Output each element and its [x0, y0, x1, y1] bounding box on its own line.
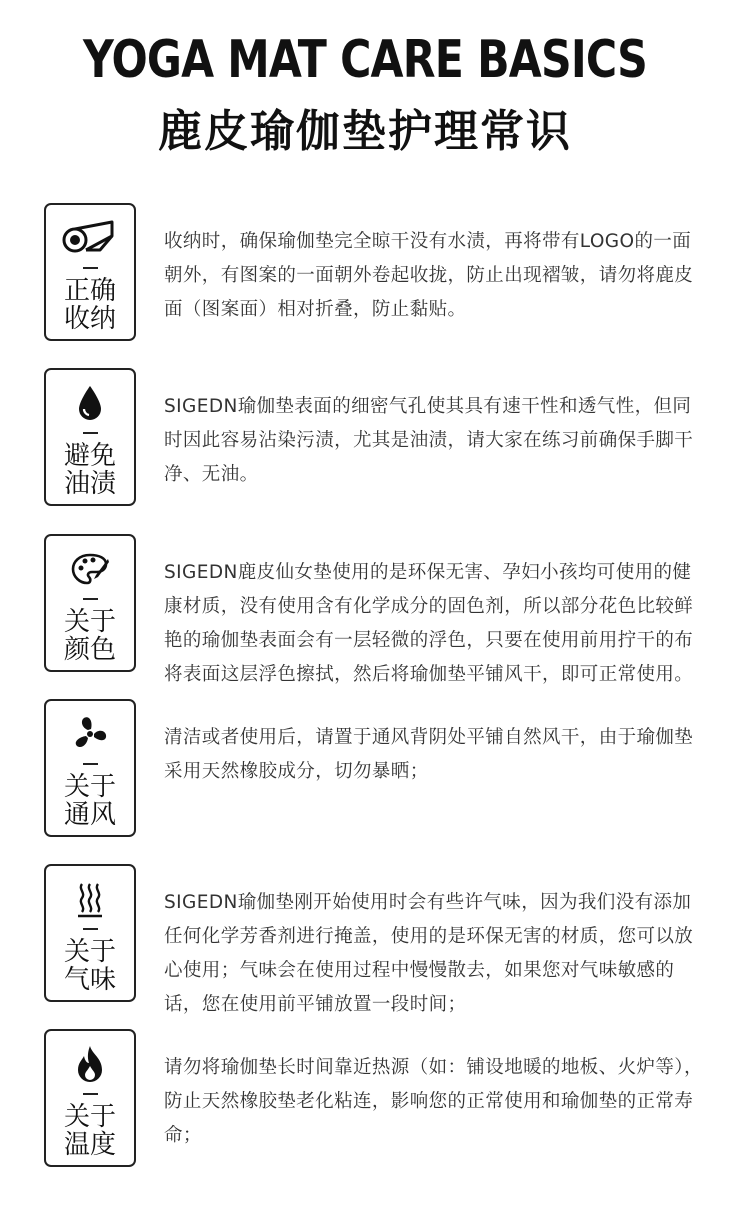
divider: [83, 928, 98, 930]
divider: [83, 267, 98, 269]
badge-label: 关于 通风: [63, 772, 116, 830]
badge: [44, 864, 136, 1002]
item-description: 请勿将瑜伽垫长时间靠近热源（如：铺设地暖的地板、火炉等），防止天然橡胶垫老化粘连，影响您的正常使用和瑜伽垫的正常寿命；: [164, 1057, 703, 1146]
badge-label: 关于 温度: [63, 1102, 116, 1160]
odor-waves-icon: [46, 878, 134, 920]
item-description: SIGEDN瑜伽垫刚开始使用时会有些许气味，因为我们没有添加任何化学芳香剂进行掩盖，使用的是环保无害的材质，您可以放心使用；气味会在使用过程中慢慢散去，如果您对气味敏感的话，您在使用前平铺放置一段时间；: [164, 892, 694, 1015]
item-description: 清洁或者使用后，请置于通风背阴处平铺自然风干，由于瑜伽垫采用天然橡胶成分，切勿暴晒；: [164, 727, 694, 782]
title-english: YOGA MAT CARE BASICS: [82, 30, 648, 90]
divider: [83, 1093, 98, 1095]
divider: [83, 432, 98, 434]
oil-drop-icon: [46, 382, 134, 424]
badge-label: 关于 气味: [63, 937, 116, 995]
rolled-mat-icon: [46, 217, 134, 259]
badge: [44, 203, 136, 341]
badge: [44, 699, 136, 837]
badge: [44, 534, 136, 672]
item-description: SIGEDN瑜伽垫表面的细密气孔使其具有速干性和透气性，但同时因此容易沾染污渍，尤其是油渍，请大家在练习前确保手脚干净、无油。: [164, 396, 694, 485]
divider: [83, 763, 98, 765]
palette-icon: [46, 548, 134, 590]
fan-icon: [46, 713, 134, 755]
flame-icon: [46, 1043, 134, 1085]
divider: [83, 598, 98, 600]
badge-label: 正确 收纳: [63, 276, 116, 334]
badge-label: 避免 油渍: [63, 441, 116, 499]
badge: [44, 1029, 136, 1167]
badge: [44, 368, 136, 506]
badge-label: 关于 颜色: [63, 607, 116, 665]
item-description: 收纳时，确保瑜伽垫完全晾干没有水渍，再将带有LOGO的一面朝外，有图案的一面朝外卷起收拢，防止出现褶皱，请勿将鹿皮面（图案面）相对折叠，防止黏贴。: [164, 231, 694, 320]
item-description: SIGEDN鹿皮仙女垫使用的是环保无害、孕妇小孩均可使用的健康材质，没有使用含有化学成分的固色剂，所以部分花色比较鲜艳的瑜伽垫表面会有一层轻微的浮色，只要在使用前用拧干的布将表面这层浮色擦拭，然后将瑜伽垫平铺风干，即可正常使用。: [164, 562, 694, 685]
title-chinese: 鹿皮瑜伽垫护理常识: [158, 106, 572, 157]
